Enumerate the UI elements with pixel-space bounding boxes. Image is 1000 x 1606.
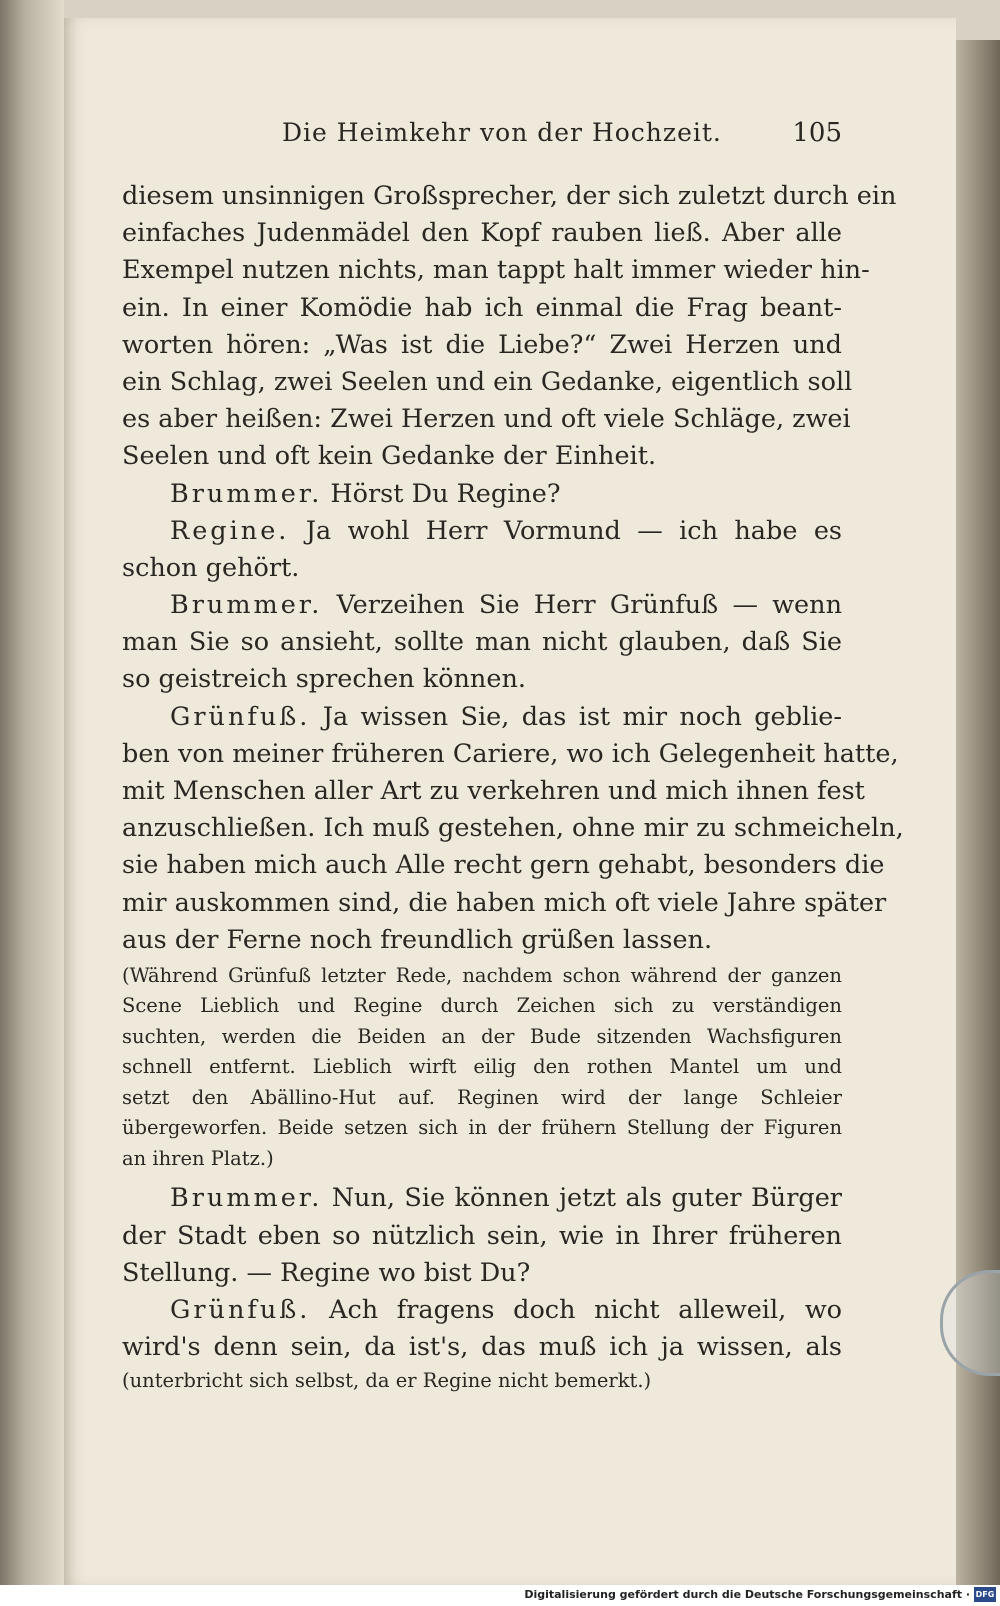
text-line: ein. In einer Komödie hab ich einmal die Frag beant-: [122, 292, 842, 323]
dialogue-line: [122, 1292, 842, 1329]
dialogue-text: Nun, Sie können jetzt als guter Bürger: [331, 1183, 842, 1214]
page-content: [122, 118, 904, 1397]
dialogue-line: [122, 1180, 842, 1217]
facing-page-edge: [0, 0, 64, 1585]
dialogue-line: so geistreich sprechen können.: [122, 664, 526, 695]
stage-line: übergeworfen. Beide setzen sich in der frühern Stellung der Figuren: [122, 1116, 842, 1140]
dialogue-text: Verzeihen Sie Herr Grünfuß — wenn: [336, 590, 842, 621]
stage-line: suchten, werden die Beiden an der Bude sitzenden Wachsfiguren: [122, 1024, 842, 1048]
dialogue-line: mir auskommen sind, die haben mich oft viele Jahre später: [122, 887, 887, 918]
stage-direction: [122, 961, 842, 1175]
text-line: einfaches Judenmädel den Kopf rauben ließ. Aber alle: [122, 218, 842, 249]
text-line: Exempel nutzen nichts, man tappt halt immer wieder hin-: [122, 255, 870, 286]
speaker-name: Brummer.: [170, 590, 323, 621]
stage-line: setzt den Abällino-Hut auf. Reginen wird der lange Schleier: [122, 1085, 842, 1109]
stage-line: (Während Grünfuß letzter Rede, nachdem schon während der ganzen: [122, 963, 842, 987]
page-header: [122, 118, 842, 158]
dialogue-text: Ja wissen Sie, das ist mir noch geblie-: [322, 701, 842, 732]
speaker-name: Grünfuß.: [170, 701, 311, 732]
dialogue-line: schon gehört.: [122, 552, 300, 583]
dialogue-line: Stellung. — Regine wo bist Du?: [122, 1257, 531, 1288]
text-line: diesem unsinnigen Großsprecher, der sich zuletzt durch ein: [122, 181, 897, 211]
funding-credit: Digitalisierung gefördert durch die Deutsche Forschungsgemeinschaft ·: [524, 1588, 970, 1601]
page-number: 105: [792, 118, 842, 148]
speaker-name: Grünfuß.: [170, 1295, 311, 1325]
dialogue-line: anzuschließen. Ich muß gestehen, ohne mir zu schmeicheln,: [122, 813, 904, 844]
dialogue-line: [122, 699, 842, 736]
text-line: es aber heißen: Zwei Herzen und oft viele Schläge, zwei: [122, 404, 851, 435]
text-line: ein Schlag, zwei Seelen und ein Gedanke, eigentlich soll: [122, 366, 853, 397]
dialogue-line: mit Menschen aller Art zu verkehren und mich ihnen fest: [122, 776, 865, 806]
stage-line: Scene Lieblich und Regine durch Zeichen sich zu verständigen: [122, 994, 842, 1018]
text-line: worten hören: „Was ist die Liebe?“ Zwei Herzen und: [122, 329, 842, 360]
dialogue-line: [122, 476, 842, 513]
running-title: Die Heimkehr von der Hochzeit.: [282, 118, 722, 147]
dialogue-text: Hörst Du Regine?: [330, 478, 561, 509]
stage-line: schnell entfernt. Lieblich wirft eilig den rothen Mantel um und: [122, 1055, 842, 1079]
dialogue-line: man Sie so ansieht, sollte man nicht glauben, daß Sie: [122, 627, 842, 658]
dialogue-line: wird's denn sein, da ist's, das muß ich ja wissen, als: [122, 1332, 842, 1363]
footer-bar: [0, 1585, 1000, 1606]
stage-aside: (unterbricht sich selbst, da er Regine nicht bemerkt.): [122, 1369, 652, 1393]
dialogue-line: der Stadt eben so nützlich sein, wie in Ihrer früheren: [122, 1220, 842, 1251]
dialogue-text: Ja wohl Herr Vormund — ich habe es: [305, 515, 842, 546]
stage-line: an ihren Platz.): [122, 1146, 274, 1170]
dialogue-line: sie haben mich auch Alle recht gern gehabt, besonders die: [122, 850, 885, 881]
speaker-name: Brummer.: [170, 478, 323, 509]
dialogue-line: [122, 513, 842, 550]
dialogue-text: Ach fragens doch nicht alleweil, wo: [329, 1295, 843, 1325]
text-line: Seelen und oft kein Gedanke der Einheit.: [122, 441, 657, 472]
speaker-name: Regine.: [170, 515, 290, 546]
body-text: [122, 178, 904, 1397]
dialogue-line: aus der Ferne noch freundlich grüßen lassen.: [122, 924, 713, 955]
dialogue-line: ben von meiner früheren Cariere, wo ich Gelegenheit hatte,: [122, 738, 899, 769]
dfg-logo: DFG: [974, 1587, 996, 1602]
speaker-name: Brummer.: [170, 1183, 323, 1214]
dialogue-line: [122, 587, 842, 624]
